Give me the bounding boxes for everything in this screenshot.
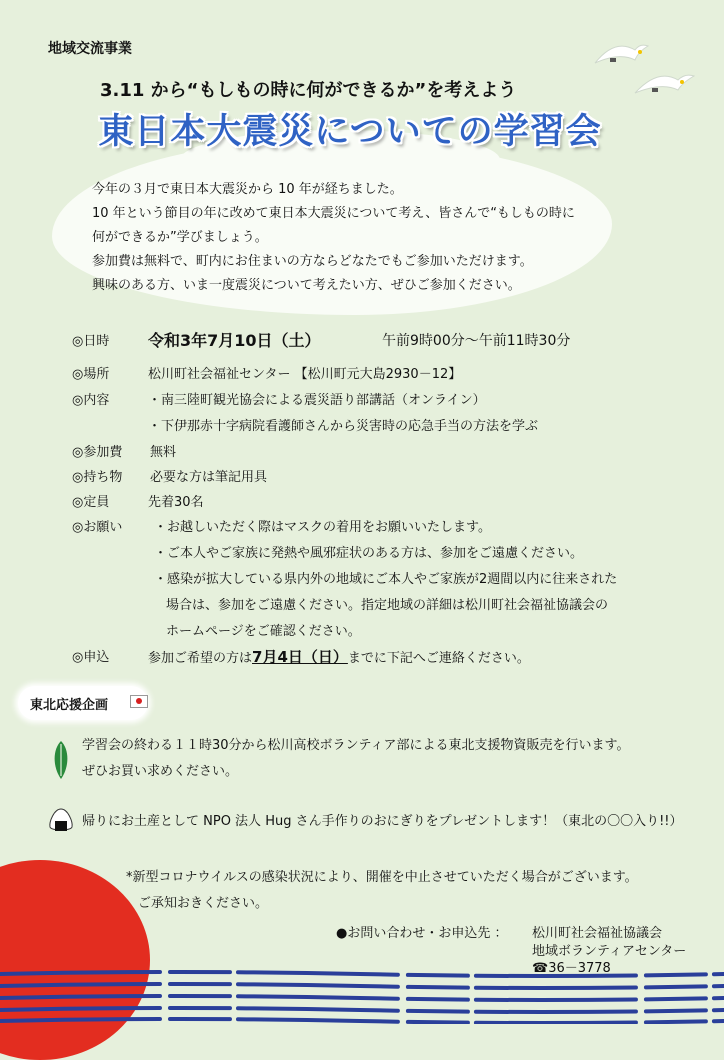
subtitle: 3.11 から“もしもの時に何ができるか”を考えよう xyxy=(100,80,517,101)
fee-label: ◎参加費 xyxy=(72,445,123,460)
intro-line: 何ができるか”学びましょう。 xyxy=(92,230,268,245)
datetime-label: ◎日時 xyxy=(72,334,110,349)
content-label: ◎内容 xyxy=(72,393,110,408)
seagulls-illustration xyxy=(590,38,710,108)
place-value: 松川町社会福祉センター 【松川町元大島2930－12】 xyxy=(148,367,462,382)
request-label: ◎お願い xyxy=(72,520,123,535)
onigiri-icon xyxy=(48,808,74,832)
organizer-label: 地域交流事業 xyxy=(48,41,132,57)
japan-flag-icon xyxy=(130,695,148,708)
capacity-value: 先着30名 xyxy=(148,495,204,510)
bring-label: ◎持ち物 xyxy=(72,470,123,485)
intro-line: 参加費は無料で、町内にお住まいの方ならどなたでもご参加いただけます。 xyxy=(92,254,533,269)
contact-phone: ☎36－3778 xyxy=(532,961,611,976)
apply-post: までに下記へご連絡ください。 xyxy=(347,651,530,666)
intro-line: 興味のある方、いま一度震災について考えたい方、ぜひご参加ください。 xyxy=(92,278,521,293)
contact-dept: 地域ボランティアセンター xyxy=(532,944,687,959)
gift-line: 帰りにお土産として NPO 法人 Hug さん手作りのおにぎりをプレゼントします！（東北の〇〇入り!!） xyxy=(82,814,683,829)
request-item: 場合は、参加をご遠慮ください。指定地域の詳細は松川町社会福祉協議会の xyxy=(166,598,609,613)
capacity-label: ◎定員 xyxy=(72,495,110,510)
contact-org: 松川町社会福祉協議会 xyxy=(532,926,663,941)
intro-paragraph xyxy=(92,178,575,298)
page-title: 東日本大震災についての学習会 xyxy=(98,112,602,152)
apply-pre: 参加ご希望の方は xyxy=(148,651,253,666)
intro-line: 10 年という節目の年に改めて東日本大震災について考え、皆さんで“もしもの時に xyxy=(92,206,575,221)
request-item: ・お越しいただく際はマスクの着用をお願いいたします。 xyxy=(154,520,491,535)
bring-value: 必要な方は筆記用具 xyxy=(150,470,268,485)
apply-label: ◎申込 xyxy=(72,650,110,665)
request-item: ・感染が拡大している県内外の地域にご本人やご家族が2週間以内に往来された xyxy=(154,572,618,587)
tohoku-sale-line: 学習会の終わる１１時30分から松川高校ボランティア部による東北支援物資販売を行います。 xyxy=(82,738,630,753)
fee-value: 無料 xyxy=(150,445,177,460)
place-label: ◎場所 xyxy=(72,367,110,382)
apply-text xyxy=(148,646,530,667)
tohoku-tag: 東北応援企画 xyxy=(30,698,109,713)
intro-line: 今年の３月で東日本大震災から 10 年が経ちました。 xyxy=(92,182,403,197)
notice-line: ご承知おきください。 xyxy=(138,896,269,911)
notice-line: *新型コロナウイルスの感染状況により、開催を中止させていただく場合がございます。 xyxy=(126,870,638,885)
request-item: ・ご本人やご家族に発熱や風邪症状のある方は、参加をご遠慮ください。 xyxy=(154,546,584,561)
request-item: ホームページをご確認ください。 xyxy=(166,624,361,639)
content-item: ・下伊那赤十字病院看護師さんから災害時の応急手当の方法を学ぶ xyxy=(148,419,539,434)
contact-label: ●お問い合わせ・お申込先 ： xyxy=(336,926,508,941)
tohoku-sale-line: ぜひお買い求めください。 xyxy=(82,764,239,779)
leaf-icon xyxy=(52,740,70,780)
datetime-date: 令和3年7月10日（土） xyxy=(148,331,321,350)
datetime-time: 午前9時00分〜午前11時30分 xyxy=(382,333,571,349)
apply-deadline: 7月4日（日） xyxy=(252,648,348,666)
rising-sun-illustration xyxy=(0,860,150,1060)
sea-waves-illustration xyxy=(0,968,724,1024)
content-item: ・南三陸町観光協会による震災語り部講話（オンライン） xyxy=(148,393,486,408)
